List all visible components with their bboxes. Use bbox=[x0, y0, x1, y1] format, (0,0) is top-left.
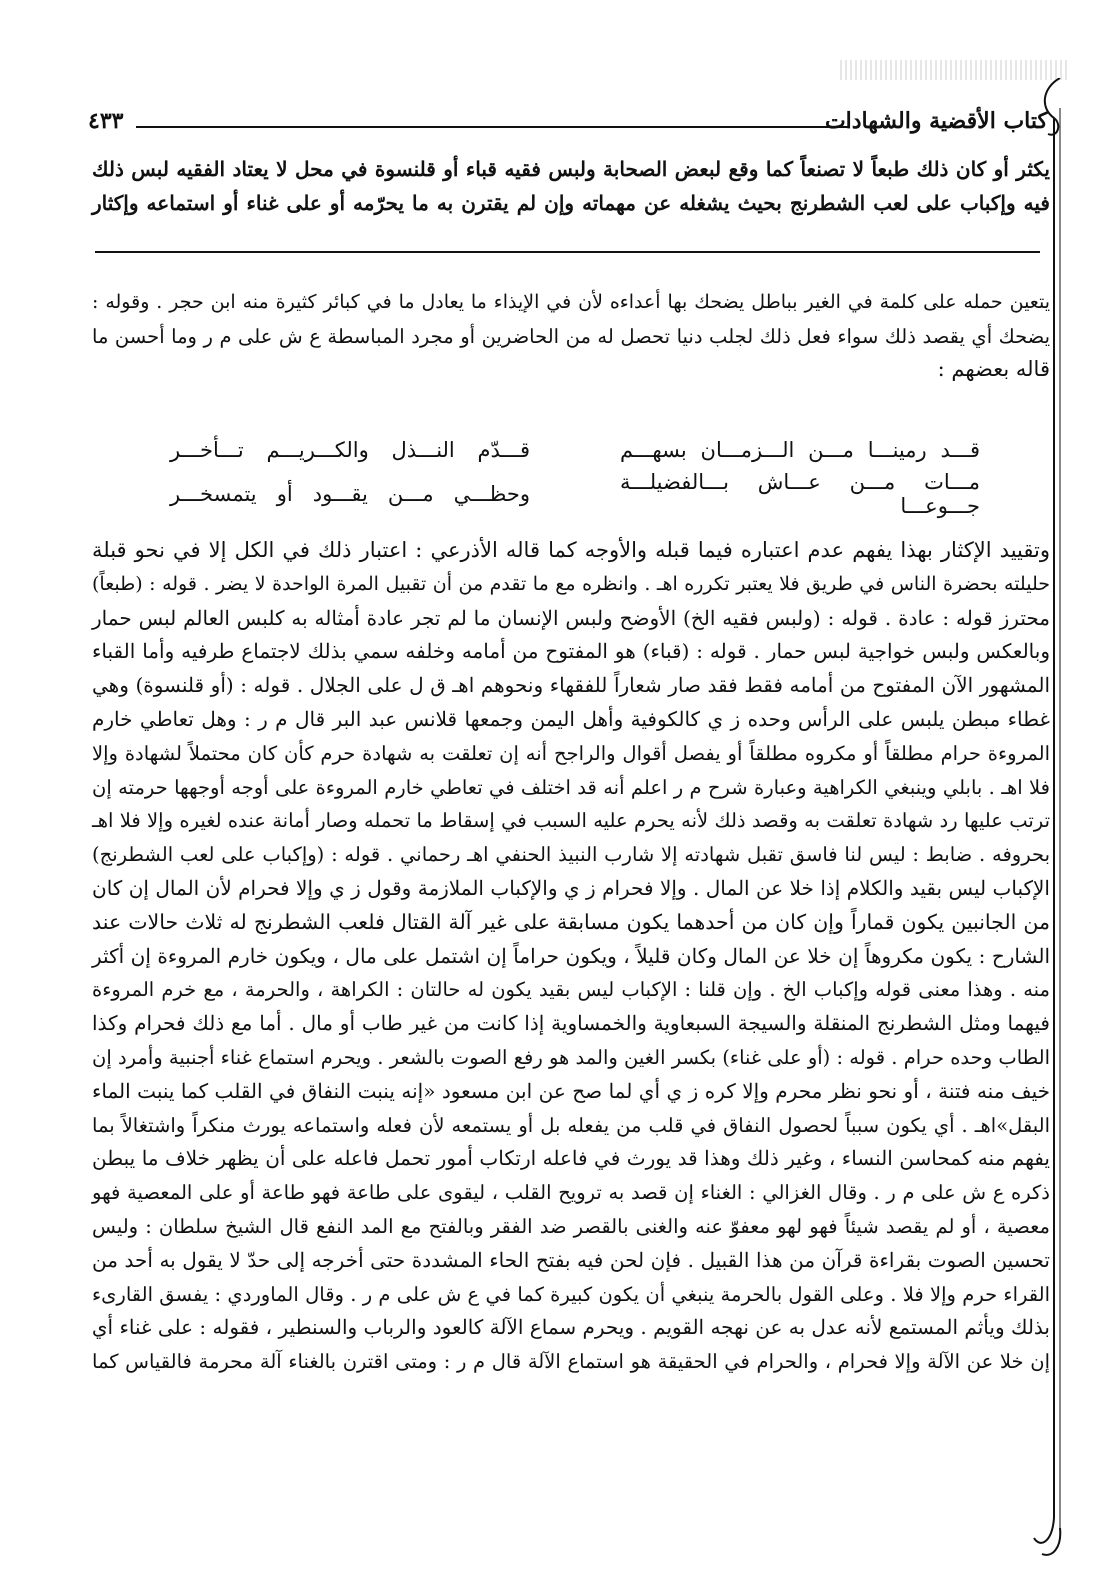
body-line: بذلك ويأثم المستمع لأنه عدل به عن نهجه القويم . ويحرم سماع الآلة كالعود والرباب والسنطير ، فقوله : على غناء أي bbox=[91, 1315, 1050, 1340]
commentary-body bbox=[92, 534, 1050, 1379]
body-line: محترز قوله : عادة . قوله : (ولبس فقيه الخ) الأوضح ولبس الإنسان ما لم تجر عادة أمثاله به كلبس العالم لبس حمار bbox=[92, 605, 1050, 630]
body-line: فلا اهـ . بابلي وينبغي الكراهية وعبارة شرح م ر اعلم أنه قد اختلف في تعاطي خارم المروءة على أوجه أوجهها حرمته إن bbox=[92, 775, 1050, 799]
header-rule bbox=[136, 126, 848, 128]
page-header bbox=[88, 108, 1048, 144]
body-line: وبالعكس ولبس خواجية لبس حمار . قوله : (قباء) هو المفتوح من أمامه وخلفه سمي بذلك لاجتماع طرفيه وأما القباء bbox=[92, 639, 1050, 664]
text-separator bbox=[95, 251, 1040, 253]
poem-hemistich: مـــات مـــن عـــاش بـــالفضيلـــة جـــوعـــا bbox=[620, 470, 980, 518]
body-line: وتقييد الإكثار بهذا يفهم عدم اعتباره فيما قبله والأوجه كما قاله الأذرعي : اعتبار ذلك في الكل إلا في نحو قبلة bbox=[92, 538, 1050, 562]
commentary-line: يتعين حمله على كلمة في الغير بباطل يضحك بها أعداءه لأن في الإيذاء ما يعادل ما في كبائر كثيرة منه ابن حجر . وقوله : bbox=[92, 291, 1050, 313]
poem-verse bbox=[170, 428, 980, 472]
poem-hemistich: وحظـــي مـــن يقـــود أو يتمسخـــر bbox=[170, 482, 530, 506]
commentary-line: قاله بعضهم : bbox=[937, 357, 1050, 382]
body-line: فيهما ومثل الشطرنج المنقلة والسيجة السبعاوية والخمساوية إذا كانت من غير طاب أو مال . أما مع ذلك فحرام وكذا bbox=[92, 1011, 1050, 1036]
body-line: بحروفه . ضابط : ليس لنا فاسق تقبل شهادته إلا شارب النبيذ الحنفي اهـ رحماني . قوله : (وإكباب على لعب الشطرنج) bbox=[92, 843, 1050, 867]
main-text-line: فيه وإكباب على لعب الشطرنج بحيث يشغله عن مهماته وإن لم يقترن به ما يحرّمه أو على غناء أو استماعه وإكثار bbox=[92, 191, 1050, 215]
body-line: تحسين الصوت بقراءة قرآن من هذا القبيل . فإن لحن فيه بفتح الحاء المشددة حتى أخرجه إلى حدّ لا يقول به أحد من bbox=[92, 1247, 1050, 1272]
poem-verse bbox=[170, 472, 980, 516]
body-line: من الجانبين يكون قماراً وإن كان من أحدهما يكون مسابقة على غير آلة القتال فلعب الشطرنج له ثلاث حالات عند bbox=[92, 909, 1050, 934]
body-line: القراء حرم وإلا فلا . وعلى القول بالحرمة ينبغي أن يكون كبيرة كما في ع ش على م ر . وقال الماوردي : يفسق القارىء bbox=[92, 1282, 1050, 1306]
body-line: المروءة حرام مطلقاً أو مكروه مطلقاً أو يفصل أقوال والراجح أنه إن تعلقت به شهادة حرم كأن كان محتملاً لشهادة وإلا bbox=[92, 741, 1050, 765]
body-line: منه . وهذا معنى قوله وإكباب الخ . وإن قلنا : الإكباب ليس بقيد يكون له حالتان : الكراهة ، والحرمة ، مع خرم المروءة bbox=[92, 978, 1050, 1002]
poem-hemistich: قـــد رمينـــا مـــن الـــزمـــان بسهـــم bbox=[620, 438, 980, 462]
body-line: البقل»اهـ . أي يكون سبباً لحصول النفاق في قلب من يفعله بل أو يستمعه لأن فعله واستماعه يورث منكراً واشتغالاً بما bbox=[92, 1113, 1050, 1137]
body-line: حليلته بحضرة الناس في طريق فلا يعتبر تكرره اهـ . وانظره مع ما تقدم من أن تقبيل المرة الواحدة لا يضر . قوله : (طبعاً) bbox=[92, 572, 1050, 595]
scan-artifact bbox=[840, 60, 1070, 80]
body-line: معصية ، أو لم يقصد شيئاً فهو لهو معفوّ عنه والغنى بالقصر ضد الفقر وبالفتح مع المد النفع قال الشيخ سلطان : وليس bbox=[92, 1214, 1050, 1238]
body-line: إن خلا عن الآلة وإلا فحرام ، والحرام في الحقيقة هو استماع الآلة قال م ر : ومتى اقترن بالغناء آلة محرمة فالقياس كما bbox=[92, 1350, 1050, 1374]
body-line: خيف منه فتنة ، أو نحو نظر محرم وإلا كره ز ي أي لما صح عن ابن مسعود «إنه ينبت النفاق في القلب كما ينبت الماء bbox=[92, 1078, 1050, 1103]
commentary-line: يضحك أي يقصد ذلك سواء فعل ذلك لجلب دنيا تحصل له من الحاضرين أو مجرد المباسطة ع ش على م ر وما أحسن ما bbox=[92, 324, 1050, 348]
body-line: الطاب وحده حرام . قوله : (أو على غناء) بكسر الغين والمد هو رفع الصوت بالشعر . ويحرم استماع غناء أجنبية وأمرد إن bbox=[92, 1045, 1050, 1069]
body-line: ذكره ع ش على م ر . وقال الغزالي : الغناء إن قصد به ترويح القلب ، ليقوى على طاعة فهو طاعة أو على المعصية فهو bbox=[92, 1181, 1050, 1205]
body-line: يفهم منه كمحاسن النساء ، وغير ذلك وهذا قد يورث في فاعله ارتكاب أمور تحمل فاعله على أن يظهر خلاف ما يبطن bbox=[92, 1146, 1050, 1171]
body-line: ترتب عليها رد شهادة تعلقت به وقصد ذلك لأنه يحرم عليه السبب في إسقاط ما تحمله وصار أمانة عنده لغيره وإلا فلا اهـ bbox=[92, 809, 1050, 833]
body-line: الإكباب ليس بقيد والكلام إذا خلا عن المال . وإلا فحرام ز ي والإكباب الملازمة وقول ز ي وإلا فحرام لأن المال إن كان bbox=[92, 875, 1050, 900]
poem-hemistich: قـــدّم النـــذل والكـــريـــم تـــأخـــر bbox=[170, 438, 530, 462]
poem bbox=[170, 428, 980, 516]
body-line: المشهور الآن المفتوح من أمامه فقط فقد صار شعاراً للفقهاء ونحوهم اهـ ق ل على الجلال . قوله : (أو قلنسوة) وهي bbox=[92, 673, 1051, 698]
page-number: ٤٣٣ bbox=[88, 108, 124, 134]
body-line: الشارح : يكون مكروهاً إن خلا عن المال وكان قليلاً ، ويكون حراماً إن اشتمل على مال ، ويكون خارم المروءة إن أكثر bbox=[92, 943, 1050, 968]
body-line: غطاء مبطن يلبس على الرأس وحده ز ي كالكوفية وأهل اليمن وجمعها قلانس عبد البر قال م ر : وهل تعاطي خارم bbox=[92, 706, 1050, 731]
running-title: كتاب الأقضية والشهادات bbox=[824, 108, 1048, 134]
main-text bbox=[92, 152, 1050, 220]
main-text-line: يكثر أو كان ذلك طبعاً لا تصنعاً كما وقع لبعض الصحابة ولبس فقيه قباء أو قلنسوة في محل لا يعتاد الفقيه لبس ذلك bbox=[92, 157, 1050, 181]
commentary-top bbox=[92, 286, 1050, 387]
